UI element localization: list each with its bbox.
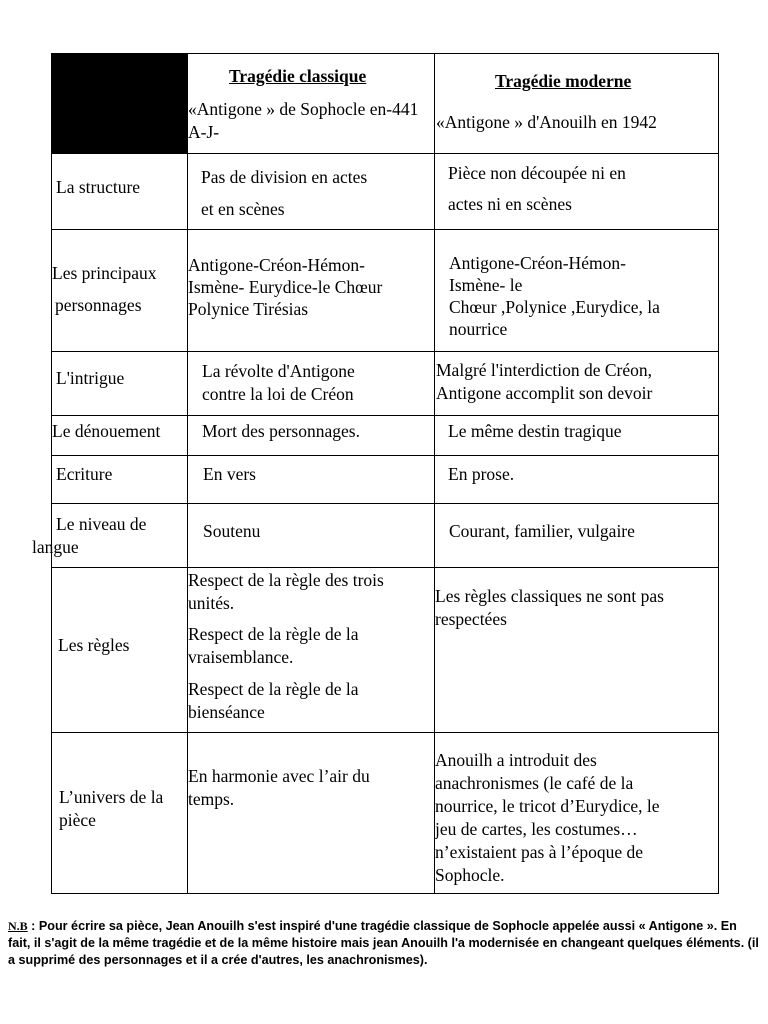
cell-moderne-niveau: Courant, familier, vulgaire: [449, 521, 635, 541]
row-divider: [51, 503, 719, 504]
footnote-text: Pour écrire sa pièce, Jean Anouilh s'est inspiré d'une tragédie classique de Sophocle appelée aussi « Antigone ». En fait, il s'agit de la même tragédie et de la même histoire mais jean Anouilh l'a modernisée en changeant quelques éléments. (il a supprimé des personnages et il a crée d'autres, les anachronismes).: [8, 919, 759, 967]
table-border-left: [51, 53, 52, 894]
footnote: [8, 918, 760, 969]
cell-moderne-regles: Les règles classiques ne sont pas respectées: [435, 586, 664, 629]
cell-moderne-ecriture: En prose.: [448, 464, 515, 484]
row-label-ecriture: Ecriture: [56, 464, 113, 484]
row-label-personnages: Les principaux: [52, 263, 157, 283]
row-divider: [51, 229, 719, 230]
row-divider: [51, 455, 719, 456]
header-moderne-title: Tragédie moderne: [495, 71, 632, 91]
cell-moderne-denouement: Le même destin tragique: [448, 421, 622, 441]
cell-classique-univers: En harmonie avec l’air du temps.: [188, 766, 370, 809]
cell-classique-structure-line2: et en scènes: [201, 199, 285, 219]
table-border-top: [51, 53, 719, 54]
row-label-univers: L’univers de la pièce: [59, 787, 164, 830]
cell-classique-intrigue: La révolte d'Antigone contre la loi de Créon: [202, 361, 355, 404]
row-label-niveau-line2: langue: [32, 537, 79, 557]
cell-classique-niveau: Soutenu: [203, 521, 261, 541]
header-classique-subtitle: «Antigone » de Sophocle en-441 A-J-: [188, 99, 419, 142]
row-divider: [51, 567, 719, 568]
header-moderne-subtitle: «Antigone » d'Anouilh en 1942: [436, 112, 657, 132]
table-border-right: [718, 53, 719, 894]
cell-classique-denouement: Mort des personnages.: [202, 421, 360, 441]
cell-moderne-structure: Pièce non découpée ni en: [448, 163, 626, 183]
cell-classique-regles-2: Respect de la règle de la vraisemblance.: [188, 624, 359, 667]
row-label-intrigue: L'intrigue: [56, 368, 125, 388]
footnote-prefix: N.B: [8, 919, 28, 933]
cell-classique-regles-3: Respect de la règle de la bienséance: [188, 679, 359, 722]
row-divider: [51, 732, 719, 733]
row-label-niveau: Le niveau de: [56, 514, 147, 534]
row-label-denouement: Le dénouement: [52, 421, 161, 441]
row-divider: [51, 153, 719, 154]
row-label-personnages-line2: personnages: [55, 295, 142, 315]
cell-moderne-personnages: Antigone-Créon-Hémon- Ismène- le Chœur ,Polynice ,Eurydice, la nourrice: [449, 253, 660, 339]
cell-moderne-univers: Anouilh a introduit des anachronismes (le café de la nourrice, le tricot d’Eurydice, le jeu de cartes, les costumes… n’existaient pas à l’époque de Sophocle.: [435, 750, 660, 885]
header-corner-cell: [51, 53, 187, 153]
footnote-separator: :: [27, 919, 39, 933]
cell-classique-personnages: Antigone-Créon-Hémon- Ismène- Eurydice-le Chœur Polynice Tirésias: [188, 255, 383, 319]
cell-classique-structure: Pas de division en actes: [201, 167, 368, 187]
row-divider: [51, 351, 719, 352]
row-label-structure: La structure: [56, 177, 141, 197]
cell-moderne-structure-line2: actes ni en scènes: [448, 194, 572, 214]
header-classique-title: Tragédie classique: [229, 66, 367, 86]
cell-classique-regles-1: Respect de la règle des trois unités.: [188, 570, 384, 613]
cell-classique-ecriture: En vers: [203, 464, 256, 484]
cell-moderne-intrigue: Malgré l'interdiction de Créon, Antigone accomplit son devoir: [436, 360, 653, 403]
row-label-regles: Les règles: [58, 635, 130, 655]
row-divider: [51, 415, 719, 416]
table-border-bottom: [51, 893, 719, 894]
